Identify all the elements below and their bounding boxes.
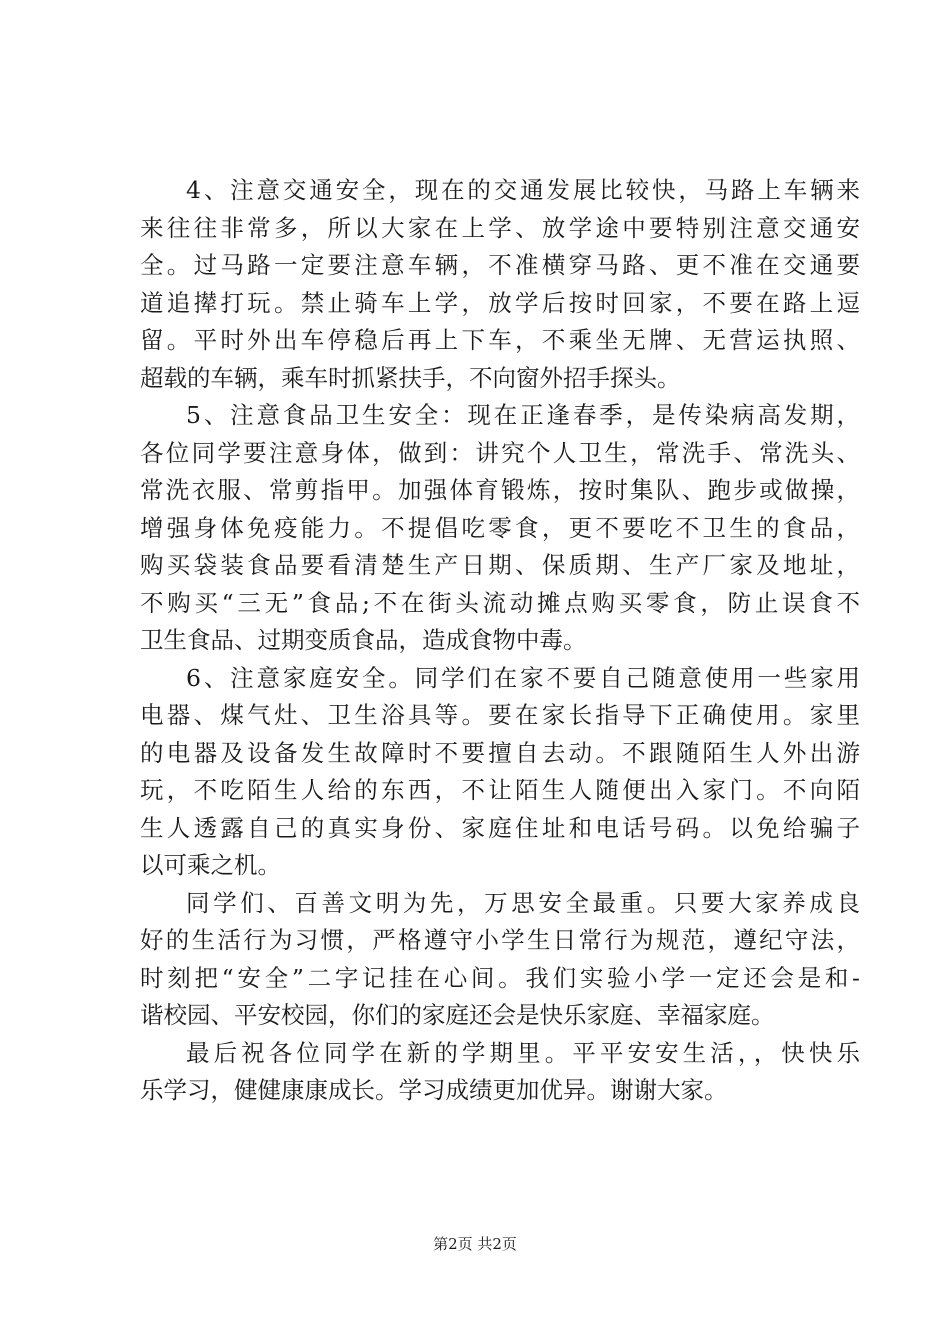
paragraph-food-safety [140,397,860,660]
paragraph-traffic-safety [140,172,860,397]
text-line: 以可乘之机。 [140,851,281,879]
page-number-footer: 第2页 共2页 [433,1235,517,1253]
text-line: 卫生食品、过期变质食品，造成食物中毒。 [140,626,587,654]
text-line: 时刻把“安全”二字记挂在心间。我们实验小学一定还会是和- [140,963,860,992]
text-line: 玩，不吃陌生人给的东西，不让陌生人随便出入家门。不向陌 [140,776,860,804]
text-line: 购买袋装食品要看清楚生产日期、保质期、生产厂家及地址， [140,551,860,579]
text-line: 超载的车辆，乘车时抓紧扶手，不向窗外招手探头。 [140,363,681,392]
text-line: 同学们、百善文明为先，万思安全最重。只要大家养成良 [186,888,860,917]
text-line: 全。过马路一定要注意车辆，不准横穿马路、更不准在交通要 [140,251,860,279]
text-line: 的电器及设备发生故障时不要擅自去动。不跟随陌生人外出游 [140,738,860,767]
text-line: 生人透露自己的真实身份、家庭住址和电话号码。以免给骗子 [140,813,860,842]
text-line: 4、注意交通安全，现在的交通发展比较快，马路上车辆来 [186,176,860,204]
text-line: 不购买“三无”食品;不在街头流动摊点购买零食，防止误食不 [140,588,860,617]
text-line: 道追撵打玩。禁止骑车上学，放学后按时回家，不要在路上逗 [140,288,860,317]
text-line: 5、注意食品卫生安全：现在正逢春季，是传染病高发期， [186,401,860,429]
text-line: 好的生活行为习惯，严格遵守小学生日常行为规范，遵纪守法， [140,926,860,954]
text-line: 乐学习，健健康康成长。学习成绩更加优异。谢谢大家。 [140,1076,728,1104]
text-line: 留。平时外出车停稳后再上下车，不乘坐无牌、无营运执照、 [140,326,860,354]
text-line: 最后祝各位同学在新的学期里。平平安安生活，，快快乐 [186,1038,860,1067]
text-line: 来往往非常多，所以大家在上学、放学途中要特别注意交通安 [140,213,860,242]
text-line: 电器、煤气灶、卫生浴具等。要在家长指导下正确使用。家里 [140,701,860,729]
document-body [140,172,860,1110]
paragraph-closing-remarks [140,885,860,1035]
text-line: 6、注意家庭安全。同学们在家不要自己随意使用一些家用 [186,663,860,692]
text-line: 常洗衣服、常剪指甲。加强体育锻炼，按时集队、跑步或做操， [140,476,860,504]
text-line: 谐校园、平安校园，你们的家庭还会是快乐家庭、幸福家庭。 [140,1001,775,1029]
paragraph-final-wishes [140,1035,860,1110]
paragraph-home-safety [140,660,860,885]
text-line: 增强身体免疫能力。不提倡吃零食，更不要吃不卫生的食品， [140,513,860,542]
text-line: 各位同学要注意身体，做到：讲究个人卫生，常洗手、常洗头、 [140,438,860,467]
